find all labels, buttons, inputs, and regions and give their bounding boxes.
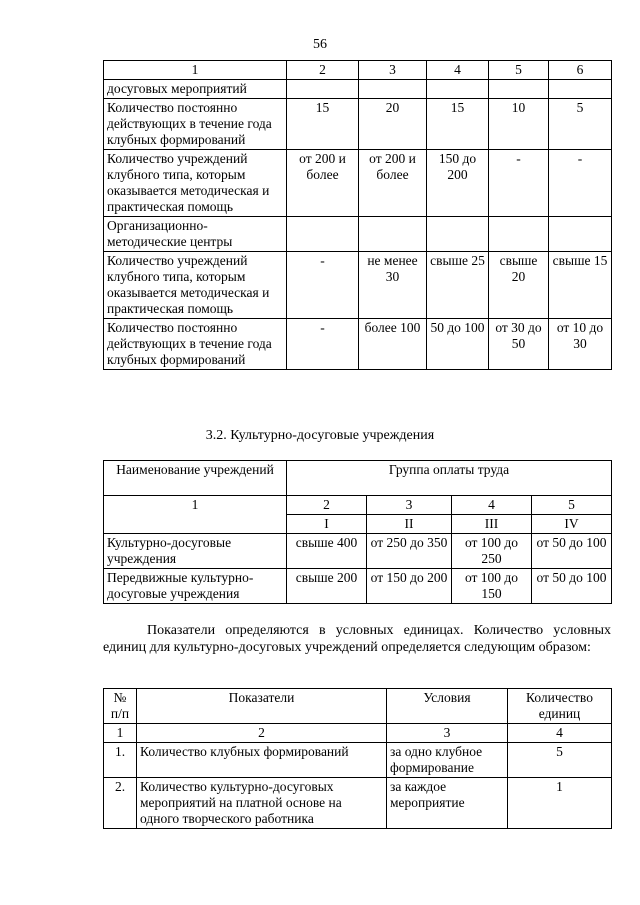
value-cell: более 100 xyxy=(359,319,427,370)
value-cell: от 50 до 100 xyxy=(532,569,612,604)
number-cell: 2 xyxy=(137,724,387,743)
number-cell: 3 xyxy=(387,724,508,743)
indicator-cell: Количество постоянно действующих в течение года клубных формирований xyxy=(104,319,287,370)
value-cell: свыше 25 xyxy=(427,252,489,319)
value-cell: от 100 до 150 xyxy=(452,569,532,604)
value-cell: от 10 до 30 xyxy=(549,319,612,370)
value-cell: от 250 до 350 xyxy=(367,534,452,569)
body-paragraph: Показатели определяются в условных единицах. Количество условных единиц для культурно-досуговых учреждений определяется следующим образом: xyxy=(103,623,611,655)
index-cell: 1. xyxy=(104,743,137,778)
section-heading: 3.2. Культурно-досуговые учреждения xyxy=(205,428,435,443)
value-cell xyxy=(287,80,359,99)
table-row xyxy=(104,778,612,829)
indicator-cell: Количество учреждений клубного типа, которым оказывается методическая и практическая помощь xyxy=(104,150,287,217)
value-cell: от 200 и более xyxy=(287,150,359,217)
header-cell: № п/п xyxy=(104,689,137,724)
value-cell: - xyxy=(287,319,359,370)
index-cell: 2. xyxy=(104,778,137,829)
table-header-row xyxy=(104,689,612,724)
value-cell: от 100 до 250 xyxy=(452,534,532,569)
value-cell: 50 до 100 xyxy=(427,319,489,370)
table-row xyxy=(104,319,612,370)
value-cell: - xyxy=(549,150,612,217)
value-cell: не менее 30 xyxy=(359,252,427,319)
indicator-cell: Количество учреждений клубного типа, которым оказывается методическая и практическая помощь xyxy=(104,252,287,319)
header-cell: Показатели xyxy=(137,689,387,724)
header-cell: Количество единиц xyxy=(508,689,612,724)
units-cell: 5 xyxy=(508,743,612,778)
value-cell xyxy=(359,217,427,252)
indicator-cell: Количество клубных формирований xyxy=(137,743,387,778)
table-row xyxy=(104,99,612,150)
table-row xyxy=(104,80,612,99)
header-cell: 3 xyxy=(359,61,427,80)
indicator-cell: Организационно-методические центры xyxy=(104,217,287,252)
table-row xyxy=(104,743,612,778)
value-cell xyxy=(427,80,489,99)
value-cell: от 30 до 50 xyxy=(489,319,549,370)
header-cell: 5 xyxy=(489,61,549,80)
value-cell: - xyxy=(287,252,359,319)
value-cell: от 150 до 200 xyxy=(367,569,452,604)
number-cell: 4 xyxy=(508,724,612,743)
institution-cell: Культурно-досуговые учреждения xyxy=(104,534,287,569)
value-cell: 20 xyxy=(359,99,427,150)
value-cell: 5 xyxy=(549,99,612,150)
table-row xyxy=(104,569,612,604)
group-cell: II xyxy=(367,515,452,534)
header-cell: Группа оплаты труда xyxy=(287,461,612,496)
header-cell: Наименование учреждений xyxy=(104,461,287,496)
number-cell: 3 xyxy=(367,496,452,515)
value-cell: 15 xyxy=(427,99,489,150)
value-cell: 150 до 200 xyxy=(427,150,489,217)
number-cell: 5 xyxy=(532,496,612,515)
value-cell xyxy=(549,217,612,252)
number-cell: 1 xyxy=(104,496,287,534)
table-club-indicators xyxy=(103,60,612,370)
value-cell xyxy=(427,217,489,252)
group-cell: IV xyxy=(532,515,612,534)
number-cell: 4 xyxy=(452,496,532,515)
table-pay-groups xyxy=(103,460,612,604)
header-cell: 4 xyxy=(427,61,489,80)
value-cell xyxy=(489,217,549,252)
table-row xyxy=(104,217,612,252)
page-number: 56 xyxy=(313,37,327,52)
value-cell: свыше 15 xyxy=(549,252,612,319)
value-cell xyxy=(489,80,549,99)
group-cell: III xyxy=(452,515,532,534)
condition-cell: за каждое мероприятие xyxy=(387,778,508,829)
table-row xyxy=(104,252,612,319)
indicator-cell: досуговых мероприятий xyxy=(104,80,287,99)
value-cell xyxy=(287,217,359,252)
table-header-row xyxy=(104,461,612,496)
header-cell: 2 xyxy=(287,61,359,80)
table-number-row xyxy=(104,496,612,515)
indicator-cell: Количество постоянно действующих в течение года клубных формирований xyxy=(104,99,287,150)
condition-cell: за одно клубное формирование xyxy=(387,743,508,778)
institution-cell: Передвижные культурно-досуговые учреждения xyxy=(104,569,287,604)
units-cell: 1 xyxy=(508,778,612,829)
value-cell: от 50 до 100 xyxy=(532,534,612,569)
header-cell: 1 xyxy=(104,61,287,80)
table-row xyxy=(104,534,612,569)
number-cell: 1 xyxy=(104,724,137,743)
header-cell: 6 xyxy=(549,61,612,80)
table-units xyxy=(103,688,612,829)
table-number-row xyxy=(104,724,612,743)
value-cell: - xyxy=(489,150,549,217)
number-cell: 2 xyxy=(287,496,367,515)
value-cell: от 200 и более xyxy=(359,150,427,217)
header-cell: Условия xyxy=(387,689,508,724)
value-cell: свыше 400 xyxy=(287,534,367,569)
value-cell: свыше 200 xyxy=(287,569,367,604)
table-row xyxy=(104,150,612,217)
value-cell: свыше 20 xyxy=(489,252,549,319)
value-cell: 10 xyxy=(489,99,549,150)
table-header-row xyxy=(104,61,612,80)
group-cell: I xyxy=(287,515,367,534)
value-cell: 15 xyxy=(287,99,359,150)
indicator-cell: Количество культурно-досуговых мероприятий на платной основе на одного творческого работника xyxy=(137,778,387,829)
value-cell xyxy=(549,80,612,99)
value-cell xyxy=(359,80,427,99)
